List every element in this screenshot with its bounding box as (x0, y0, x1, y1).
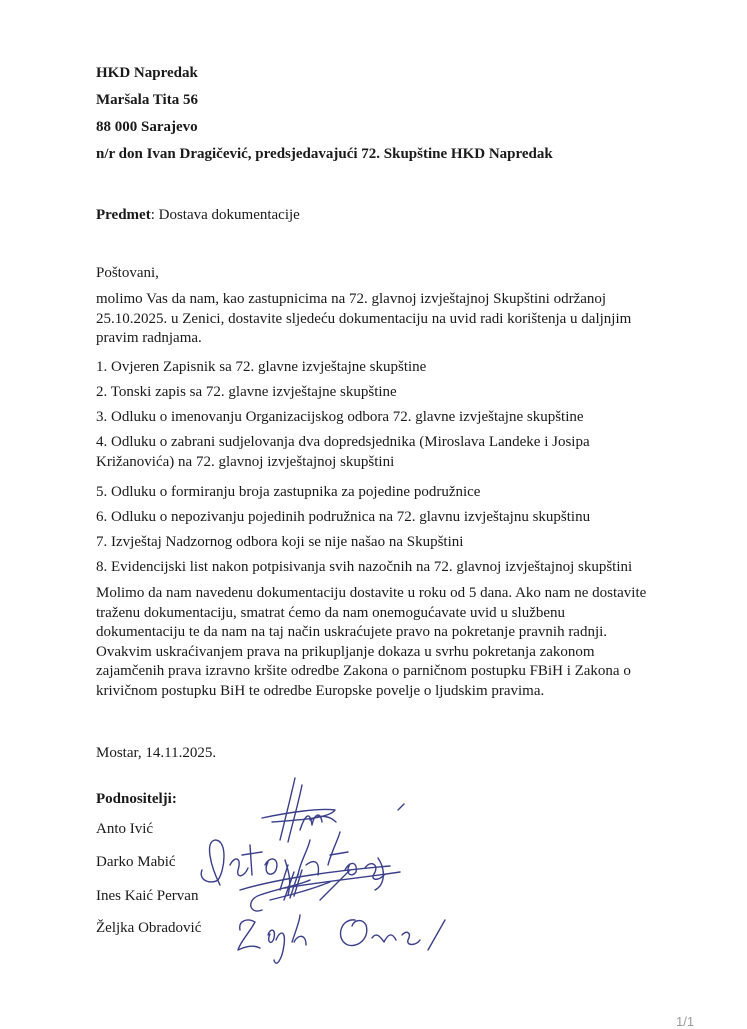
subject-label: Predmet (96, 207, 151, 223)
subject-separator: : (150, 207, 155, 223)
closing-paragraph: Molimo da nam navedenu dokumentaciju dostavite u roku od 5 dana. Ako nam ne dostavite traženu dokumentaciju, smatrat ćemo da nam onemogućavate uvid u službenu dokumentaciju te da nam na taj način uskraćujete pravo na pokretanje pravnih radnji. Ovakvim uskraćivanjem prava na prikupljanje dokaza u svrhu pokretanja zakonom zajamčenih prava izravno kršite odredbe Zakona o parničnom postupku FBiH i Zakona o krivičnom postupku BiH te odredbe Europske povelje o ljudskim pravima. (96, 585, 647, 699)
subject-line (96, 206, 300, 225)
subject-text: Dostava dokumentacije (154, 207, 300, 223)
signatories-label: Podnositelji: (96, 791, 177, 807)
greeting: Poštovani, (96, 265, 159, 281)
intro-paragraph: molimo Vas da nam, kao zastupnicima na 72. glavnoj izvještajnoj Skupštini održanoj 25.10.2025. u Zenici, dostavite sljedeću dokumentaciju na uvid radi korištenja u daljnjim pravim radnjama. (96, 291, 632, 346)
signatory-name: Anto Ivić (96, 821, 154, 837)
signature-darko-icon (201, 832, 400, 895)
document-list-item: 8. Evidencijski list nakon potpisivanja svih nazočnih na 72. glavnoj izvještajnoj skupštini (96, 559, 633, 575)
document-list-item: 4. Odluku o zabrani sudjelovanja dva dopredsjednika (Miroslava Landeke i Josipa Križanovića) na 72. glavnoj izvještajnoj skupštini (96, 434, 590, 470)
signature-zeljka-icon (238, 915, 445, 963)
signature-anto-icon (262, 778, 404, 842)
recipient-street: Maršala Tita 56 (96, 92, 198, 108)
document-list-item: 2. Tonski zapis sa 72. glavne izvještajne skupštine (96, 384, 397, 400)
signatory-name: Darko Mabić (96, 854, 176, 870)
recipient-city: 88 000 Sarajevo (96, 119, 198, 135)
document-list-item: 7. Izvještaj Nadzornog odbora koji se nije našao na Skupštini (96, 534, 464, 550)
recipient-attention: n/r don Ivan Dragičević, predsjedavajući 72. Skupštine HKD Napredak (96, 146, 553, 162)
place-date: Mostar, 14.11.2025. (96, 745, 217, 761)
document-list-item: 5. Odluku o formiranju broja zastupnika za pojedine podružnice (96, 484, 481, 500)
page-number: 1/1 (676, 1014, 695, 1029)
document-list-item: 1. Ovjeren Zapisnik sa 72. glavne izvještajne skupštine (96, 359, 427, 375)
handwritten-signatures-icon (180, 770, 500, 970)
signatory-name: Željka Obradović (96, 920, 202, 936)
signatory-name: Ines Kaić Pervan (96, 888, 199, 904)
document-list-item: 3. Odluku o imenovanju Organizacijskog odbora 72. glavne izvještajne skupštine (96, 409, 584, 425)
document-list-item: 6. Odluku o nepozivanju pojedinih podružnica na 72. glavnu izvještajnu skupštinu (96, 509, 591, 525)
recipient-organization: HKD Napredak (96, 65, 198, 81)
